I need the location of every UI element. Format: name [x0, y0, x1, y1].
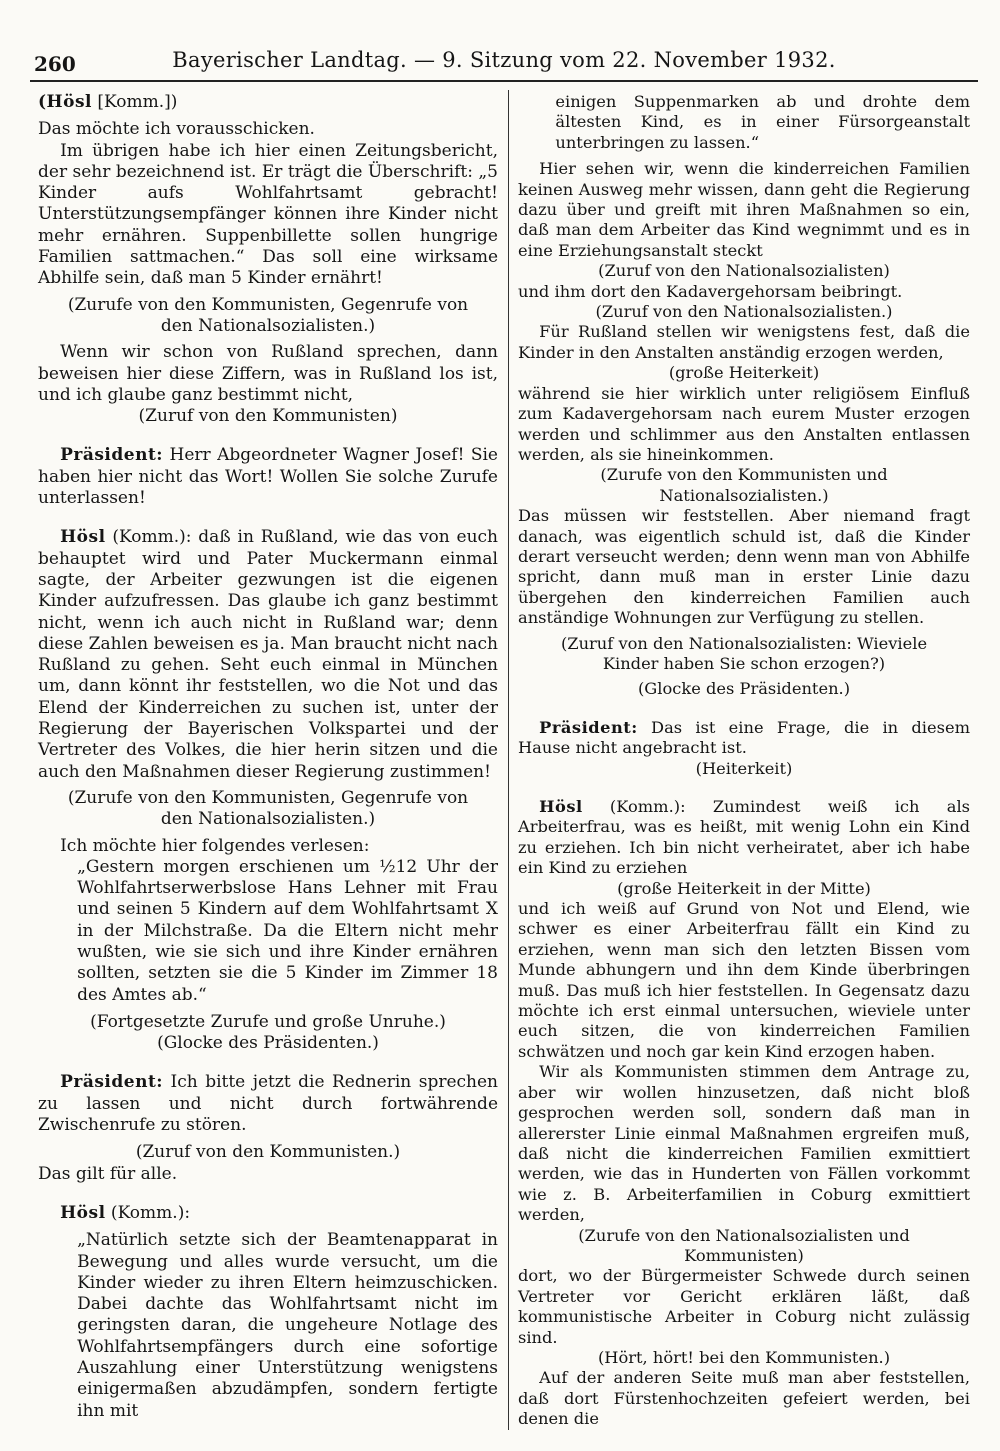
left-column [38, 92, 498, 1422]
bracket-open: ( [38, 92, 47, 112]
speaker-name: Hösl [60, 1202, 106, 1223]
interjection: (Zurufe von den Kommunisten, Gegenrufe von den Nationalsozialisten.) [67, 294, 469, 336]
paragraph: Hier sehen wir, wenn die kinderreichen Familien keinen Ausweg mehr wissen, dann geht die Regierung dazu über und greift mit ihren Maßnahmen so ein, daß man dem Arbeiter das Kind wegnimmt und es in eine Erziehungsanstalt steckt [518, 159, 970, 260]
paragraph: während sie hier wirklich unter religiösem Einfluß zum Kadavergehorsam nach eurem Muster erzogen werden und schlimmer aus den Anstalten entlassen werden, als sie hineinkommen. [518, 383, 970, 464]
speech-text: Ich bitte jetzt die Rednerin sprechen zu lassen und nicht durch fortwährende Zwischenrufe zu stören. [38, 1072, 498, 1136]
paragraph: und ihm dort den Kadavergehorsam beibringt. [518, 281, 903, 301]
page-number: 260 [34, 52, 76, 76]
paragraph: Wenn wir schon von Rußland sprechen, dann beweisen hier diese Ziffern, was in Rußland los ist, und ich glaube ganz bestimmt nicht, [38, 342, 498, 405]
paragraph: Das möchte ich vorausschicken. [38, 119, 315, 140]
paragraph: Für Rußland stellen wir wenigstens fest, daß die Kinder in den Anstalten anständig erzogen werden, [518, 322, 970, 362]
speaker-paragraph [38, 445, 498, 509]
speech-text: (Komm.): daß in Rußland, wie das von euch behauptet wird und Pater Muckermann einmal sagte, der Arbeiter gezwungen ist die eigenen Kinder aufzufressen. Das glaube ich ganz bestimmt nicht, wenn ich auch nicht in Rußland war; denn diese Zahlen beweisen es ja. Man braucht nicht nach Rußland zu gehen. Seht euch einmal in München um, dann könnt ihr feststellen, wo die Not und das Elend der Kinderreichen zu suchen ist, unter der Regierung der Bayerischen Volkspartei und der Vertreter des Volkes, die hier herin sitzen und die auch den Maßnahmen dieser Regierung zustimmen! [38, 527, 498, 782]
quotation: „Natürlich setzte sich der Beamtenapparat in Bewegung und alles wurde versucht, um die Kinder wieder zu ihren Eltern heimzuschicken. Dabei dachte das Wohlfahrtsamt nicht im geringsten daran, die ungeheure Notlage des Wohlfahrtsempfängers durch eine sofortige Auszahlung einer Unterstützung wenigstens einigermaßen abzudämpfen, sondern fertigte ihn mit [77, 1230, 498, 1421]
interjection: (Zurufe von den Kommunisten, Gegenrufe von den Nationalsozialisten.) [67, 787, 469, 830]
speaker-paragraph [38, 92, 498, 113]
interjection: (Zurufe von den Kommunisten und Nationalsozialisten.) [600, 465, 888, 505]
speaker-name: Präsident: [60, 1072, 164, 1093]
interjection: (Zurufe von den Nationalsozialisten und Kommunisten) [578, 1225, 910, 1265]
quotation: „Gestern morgen erschienen um ½12 Uhr der Wohlfahrtserwerbslose Hans Lehner mit Frau und seinen 5 Kindern auf dem Wohlfahrtsamt X in der Milchstraße. Da die Eltern nicht mehr wußten, wie sie sich und ihre Kinder ernähren sollten, setzten sie die 5 Kinder im Zimmer 18 des Amtes ab.“ [77, 856, 498, 1005]
speaker-paragraph [38, 527, 498, 783]
interjection: (Zuruf von den Nationalsozialisten) [598, 261, 890, 281]
speech-text: Das ist eine Frage, die in diesem Hause nicht angebracht ist. [518, 717, 970, 758]
interjection: (Zuruf von den Nationalsozialisten: Wieviele Kinder haben Sie schon erzogen?) [560, 633, 928, 673]
column-divider [508, 90, 509, 1430]
interjection: (Zuruf von den Kommunisten) [138, 406, 398, 427]
interjection: (große Heiterkeit in der Mitte) [617, 878, 871, 898]
paragraph: Das gilt für alle. [38, 1163, 178, 1184]
paragraph: Ich möchte hier folgendes verlesen: [60, 835, 370, 856]
speaker-name: Hösl [60, 527, 106, 548]
speaker-paragraph [38, 1203, 498, 1224]
speech-text: Herr Abgeordneter Wagner Josef! Sie haben hier nicht das Wort! Wollen Sie solche Zurufe unterlassen! [38, 445, 498, 509]
interjection: (große Heiterkeit) [668, 363, 820, 383]
paragraph: dort, wo der Bürgermeister Schwede durch seinen Vertreter vor Gericht erklären läßt, daß kommunistische Arbeiter in Coburg nicht zulässig sind. [518, 1266, 970, 1347]
interjection: (Heiterkeit) [695, 758, 793, 778]
speaker-paragraph [518, 718, 970, 759]
running-title: Bayerischer Landtag. — 9. Sitzung vom 22. November 1932. [172, 48, 836, 72]
page-header [30, 38, 978, 82]
quotation-continued: einigen Suppenmarken ab und drohte dem ältesten Kind, es in einer Fürsorgeanstalt unterbringen zu lassen.“ [555, 92, 970, 152]
speaker-paragraph [38, 1072, 498, 1136]
speaker-paragraph [518, 797, 970, 879]
interjection: (Glocke des Präsidenten.) [637, 679, 851, 699]
interjection: (Fortgesetzte Zurufe und große Unruhe.) [90, 1011, 446, 1032]
speaker-name: Präsident: [539, 717, 638, 737]
header-rule [30, 80, 978, 82]
interjection: (Glocke des Präsidenten.) [157, 1033, 379, 1054]
speech-text: (Komm.): [105, 1202, 191, 1223]
speaker-party: [Komm.]) [91, 92, 178, 112]
paragraph: Das müssen wir feststellen. Aber niemand fragt danach, was eigentlich schuld ist, daß die Kinder derart verseucht werden; denn wenn man von Abhilfe spricht, dann muß man in erster Linie dazu übergehen den kinderreichen Familien auch anständige Wohnungen zur Verfügung zu stellen. [518, 506, 970, 628]
speaker-name: Hösl [539, 797, 583, 816]
speaker-name: Präsident: [60, 445, 164, 466]
paragraph: Im übrigen habe ich hier einen Zeitungsbericht, der sehr bezeichnend ist. Er trägt die Überschrift: „5 Kinder aufs Wohlfahrtsamt gebracht! Unterstützungsempfänger können ihre Kinder nicht mehr ernähren. Suppenbillette sollen hungrige Familien sattmachen.“ Das soll eine wirksame Abhilfe sein, daß man 5 Kinder ernährt! [38, 140, 498, 289]
paragraph: Wir als Kommunisten stimmen dem Antrage zu, aber wir wollen hinzusetzen, daß nicht bloß gesprochen werden soll, sondern daß man in allererster Linie einmal Maßnahmen ergreifen muß, daß nicht die kinderreichen Familien exmittiert werden, wie das in Hunderten von Fällen vorkommt wie z. B. Arbeiterfamilien in Coburg exmittiert werden, [518, 1062, 970, 1225]
speech-text: (Komm.): Zumindest weiß ich als Arbeiterfrau, was es heißt, mit wenig Lohn ein Kind zu erziehen. Ich bin nicht verheiratet, aber ich habe ein Kind zu erziehen [518, 797, 970, 878]
paragraph: und ich weiß auf Grund von Not und Elend, wie schwer es einer Arbeiterfrau fällt ein Kind zu erziehen, wenn man sich den letzten Bissen vom Munde abhungern und ihn dem Kinde überbringen muß. Das muß ich hier feststellen. In Gegensatz dazu möchte ich erst einmal untersuchen, wieviele unter euch sitzen, die von kinderreichen Familien schwätzen und noch gar kein Kind erzogen haben. [518, 899, 970, 1061]
interjection: (Zuruf von den Kommunisten.) [135, 1142, 401, 1163]
speaker-name: Hösl [46, 92, 92, 112]
right-column [518, 92, 970, 1430]
paragraph: Auf der anderen Seite muß man aber feststellen, daß dort Fürstenhochzeiten gefeiert werden, bei denen die [518, 1368, 970, 1429]
interjection: (Hört, hört! bei den Kommunisten.) [597, 1347, 891, 1367]
interjection: (Zuruf von den Nationalsozialisten.) [595, 302, 893, 322]
